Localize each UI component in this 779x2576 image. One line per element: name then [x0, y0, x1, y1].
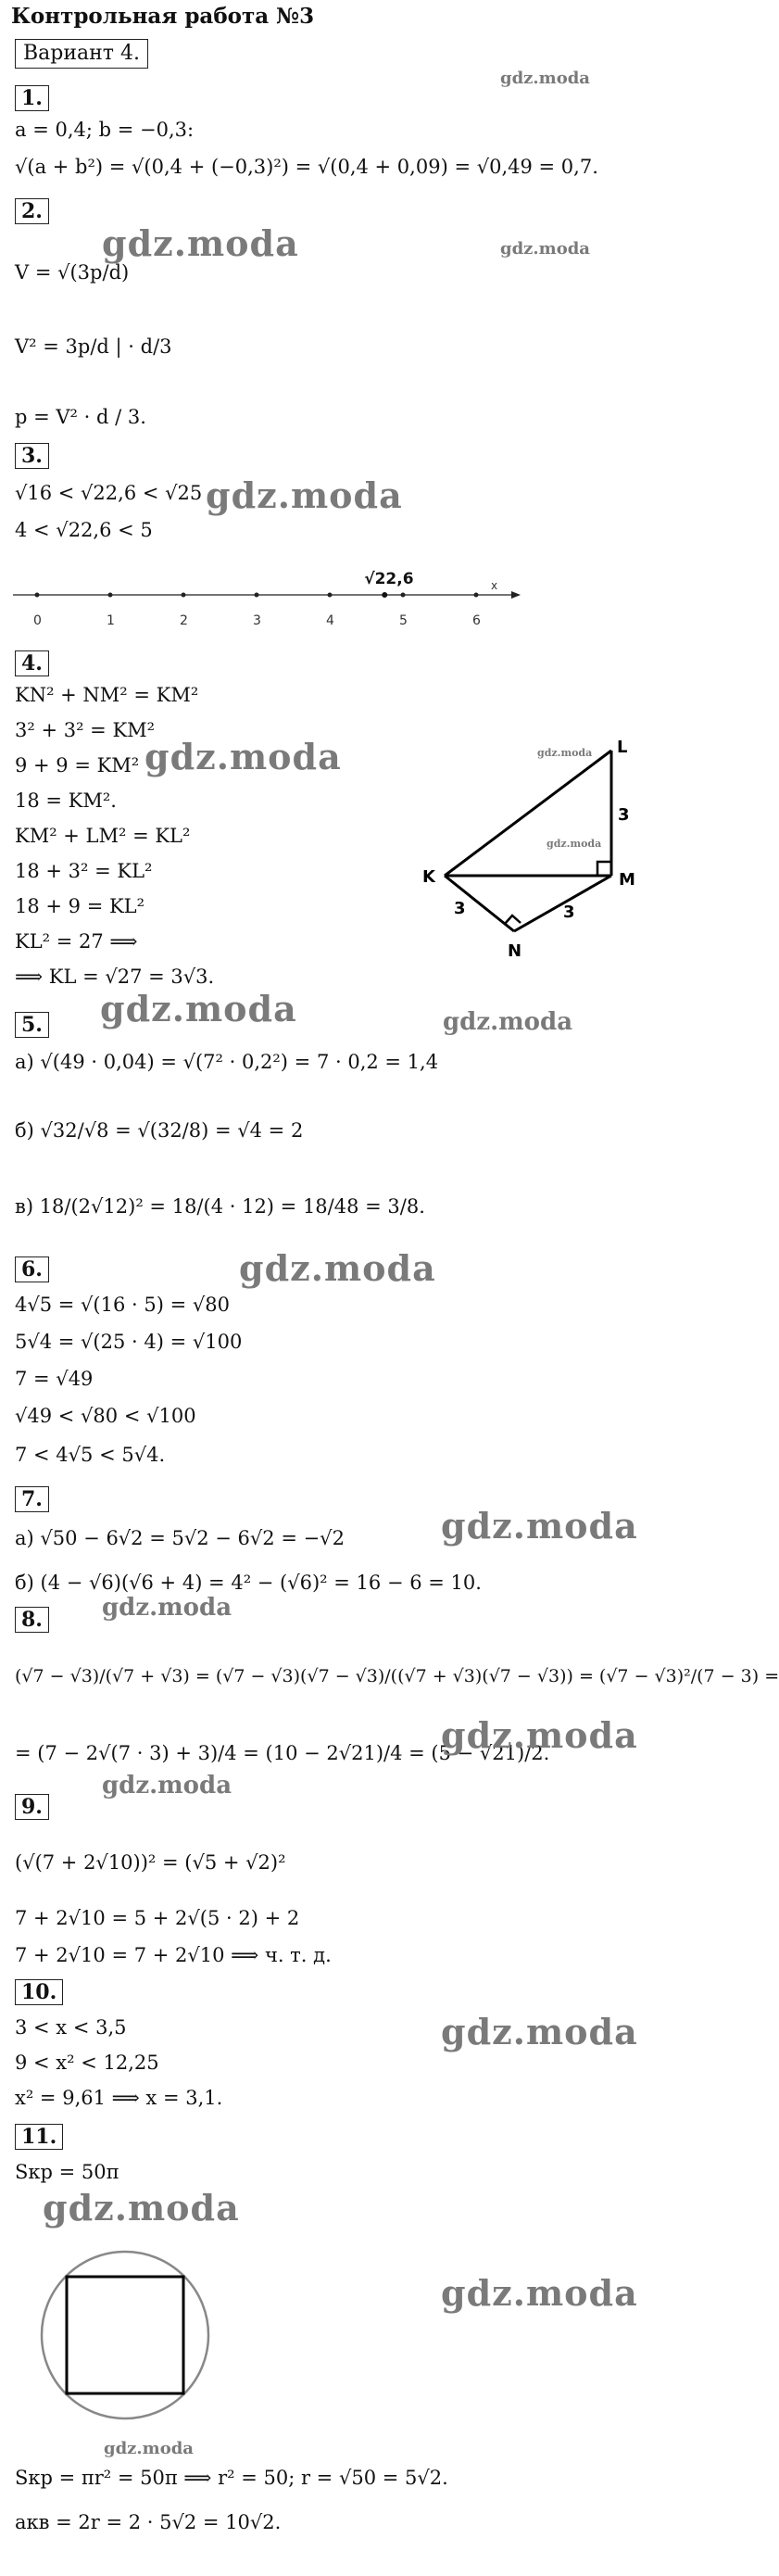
circle-square-figure — [28, 2242, 222, 2428]
task-1-number: 1. — [15, 85, 49, 111]
axis-tick-mark — [474, 593, 479, 598]
task-6-line-1: 4√5 = √(16 · 5) = √80 — [15, 1294, 230, 1316]
task-5-line-1: а) √(49 · 0,04) = √(7² · 0,2²) = 7 · 0,2 = 1,4 — [15, 1051, 439, 1073]
task-2-number: 2. — [15, 198, 49, 224]
watermark: gdz.moda — [102, 1772, 232, 1799]
sqrt-22-6-point — [382, 592, 387, 598]
axis-tick-mark — [182, 593, 186, 598]
task-6-line-3: 7 = √49 — [15, 1368, 94, 1390]
task-4-line-8: KL² = 27 ⟹ — [15, 930, 138, 953]
axis-tick-mark — [35, 593, 40, 598]
task-10-line-3: x² = 9,61 ⟹ x = 3,1. — [15, 2087, 223, 2109]
vertex-k-label: K — [422, 867, 435, 887]
task-4-line-2: 3² + 3² = KM² — [15, 719, 156, 741]
task-7-line-2: б) (4 − √6)(√6 + 4) = 4² − (√6)² = 16 − 6 = 10. — [15, 1572, 482, 1594]
watermark: gdz.moda — [443, 1008, 573, 1036]
task-6-line-4: √49 < √80 < √100 — [15, 1405, 196, 1427]
task-9-line-3: 7 + 2√10 = 7 + 2√10 ⟹ ч. т. д. — [15, 1944, 332, 1966]
watermark: gdz.moda — [206, 474, 403, 516]
axis-tick-label: 5 — [399, 613, 408, 628]
task-7-number: 7. — [15, 1486, 49, 1512]
watermark: gdz.moda — [441, 1714, 638, 1756]
task-3-line-1: √16 < √22,6 < √25 — [15, 482, 203, 504]
watermark: gdz.moda — [102, 1594, 232, 1622]
task-5-number: 5. — [15, 1012, 49, 1038]
task-11-line-3: aкв = 2r = 2 · 5√2 = 10√2. — [15, 2511, 282, 2533]
watermark: gdz.moda — [537, 747, 593, 759]
axis-tick-mark — [255, 593, 259, 598]
task-6-line-5: 7 < 4√5 < 5√4. — [15, 1444, 166, 1466]
task-6-line-2: 5√4 = √(25 · 4) = √100 — [15, 1331, 243, 1353]
axis-tick-mark — [328, 593, 333, 598]
axis-tick-mark — [108, 593, 113, 598]
number-line — [0, 567, 662, 632]
vertex-n-label: N — [508, 941, 522, 961]
task-4-line-3: 9 + 9 = KM² — [15, 754, 140, 777]
watermark: gdz.moda — [239, 1247, 436, 1289]
task-7-line-1: а) √50 − 6√2 = 5√2 − 6√2 = −√2 — [15, 1527, 345, 1549]
task-4-line-5: KM² + LM² = KL² — [15, 825, 191, 847]
task-8-line-2: = (7 − 2√(7 · 3) + 3)/4 = (10 − 2√21)/4 = (5 − √21)/2. — [15, 1742, 550, 1764]
watermark: gdz.moda — [441, 2272, 638, 2314]
vertex-l-label: L — [617, 738, 628, 757]
task-4-line-6: 18 + 3² = KL² — [15, 860, 153, 882]
triangle-figure — [408, 723, 658, 1001]
task-11-line-1: Sкр = 50π — [15, 2161, 119, 2183]
edge-lm-length: 3 — [618, 805, 630, 825]
page-title: Контрольная работа №3 — [11, 4, 315, 29]
task-4-number: 4. — [15, 650, 49, 676]
inscribed-square — [67, 2277, 183, 2393]
watermark: gdz.moda — [441, 1505, 638, 1547]
task-5-line-3: в) 18/(2√12)² = 18/(4 · 12) = 18/48 = 3/8. — [15, 1195, 425, 1218]
watermark: gdz.moda — [500, 69, 590, 88]
task-6-number: 6. — [15, 1256, 49, 1282]
task-5-line-2: б) √32/√8 = √(32/8) = √4 = 2 — [15, 1119, 304, 1142]
axis-tick-label: 6 — [472, 613, 481, 628]
task-9-number: 9. — [15, 1794, 49, 1820]
watermark: gdz.moda — [500, 239, 590, 259]
watermark: gdz.moda — [144, 736, 342, 777]
task-10-line-1: 3 < x < 3,5 — [15, 2016, 127, 2039]
watermark: gdz.moda — [104, 2439, 194, 2458]
variant-label: Вариант 4. — [15, 39, 148, 69]
task-4-line-9: ⟹ KL = √27 = 3√3. — [15, 966, 215, 988]
task-4-line-1: KN² + NM² = KM² — [15, 684, 199, 706]
axis-tick-label: 0 — [33, 613, 42, 628]
watermark: gdz.moda — [547, 838, 602, 850]
task-1-line-1: a = 0,4; b = −0,3: — [15, 119, 195, 141]
task-2-line-2: V² = 3p/d | · d/3 — [15, 335, 172, 358]
edge-kn-length: 3 — [454, 899, 466, 918]
task-9-line-2: 7 + 2√10 = 5 + 2√(5 · 2) + 2 — [15, 1907, 300, 1929]
task-11-number: 11. — [15, 2124, 63, 2150]
axis-tick-label: 1 — [107, 613, 115, 628]
task-2-line-1: V = √(3p/d) — [15, 261, 130, 284]
task-8-line-1: (√7 − √3)/(√7 + √3) = (√7 − √3)(√7 − √3)/((√7 + √3)(√7 − √3)) = (√7 − √3)²/(7 − 3) = — [15, 1666, 779, 1686]
sqrt-22-6-label: √22,6 — [364, 570, 414, 588]
axis-tick-label: 4 — [326, 613, 334, 628]
axis-tick-label: 3 — [253, 613, 261, 628]
task-9-line-1: (√(7 + 2√10))² = (√5 + √2)² — [15, 1851, 286, 1874]
task-4-line-4: 18 = KM². — [15, 789, 117, 812]
task-8-number: 8. — [15, 1607, 49, 1633]
task-4-line-7: 18 + 9 = KL² — [15, 895, 145, 917]
watermark: gdz.moda — [43, 2187, 240, 2229]
task-3-line-2: 4 < √22,6 < 5 — [15, 519, 153, 541]
axis-tick-label: 2 — [180, 613, 188, 628]
task-10-number: 10. — [15, 1979, 63, 2005]
vertex-m-label: M — [619, 870, 635, 890]
edge-nm-length: 3 — [563, 903, 575, 922]
task-1-line-2: √(a + b²) = √(0,4 + (−0,3)²) = √(0,4 + 0,09) = √0,49 = 0,7. — [15, 156, 598, 178]
watermark: gdz.moda — [102, 222, 299, 264]
watermark: gdz.moda — [441, 2011, 638, 2052]
task-2-line-3: p = V² · d / 3. — [15, 406, 146, 428]
axis-variable-label: x — [491, 579, 498, 592]
task-11-line-2: Sкр = πr² = 50π ⟹ r² = 50; r = √50 = 5√2. — [15, 2467, 448, 2489]
watermark: gdz.moda — [100, 988, 297, 1029]
task-3-number: 3. — [15, 443, 49, 469]
axis-tick-mark — [401, 593, 406, 598]
task-10-line-2: 9 < x² < 12,25 — [15, 2052, 159, 2074]
